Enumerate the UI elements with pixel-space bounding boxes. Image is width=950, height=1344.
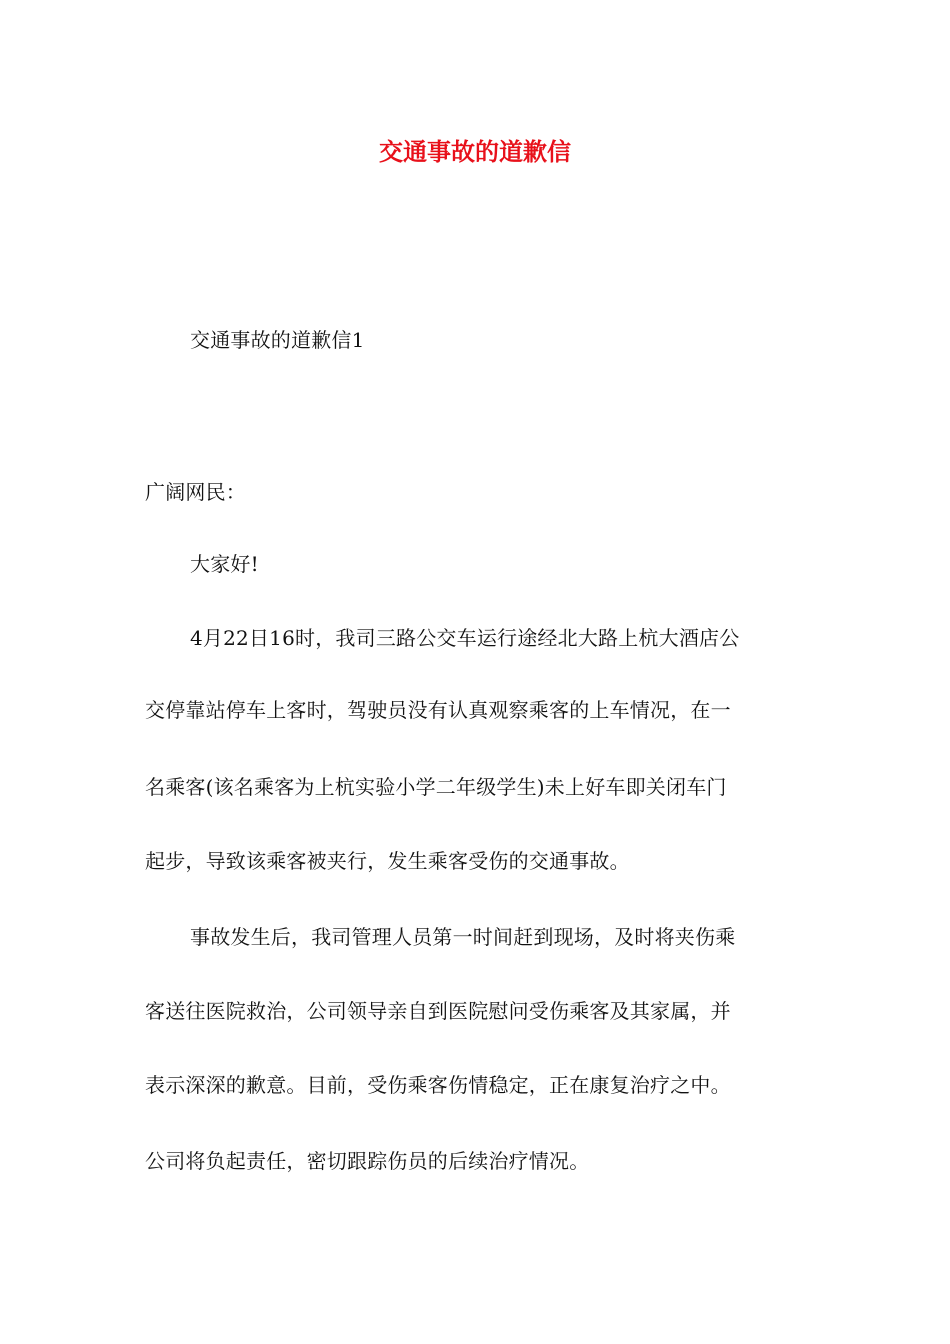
paragraph1-line2: 交停靠站停车上客时，驾驶员没有认真观察乘客的上车情况，在一	[145, 698, 731, 722]
paragraph1-line4: 起步，导致该乘客被夹行，发生乘客受伤的交通事故。	[145, 849, 630, 873]
paragraph2-line2: 客送往医院救治，公司领导亲自到医院慰问受伤乘客及其家属，并	[145, 999, 731, 1023]
salutation: 广阔网民：	[145, 480, 246, 504]
paragraph1-line3: 名乘客(该名乘客为上杭实验小学二年级学生)未上好车即关闭车门	[145, 775, 727, 799]
letter-subtitle: 交通事故的道歉信1	[190, 328, 365, 352]
paragraph1-line1: 4月22日16时，我司三路公交车运行途经北大路上杭大酒店公	[190, 626, 740, 650]
paragraph2-line4: 公司将负起责任，密切跟踪伤员的后续治疗情况。	[145, 1149, 590, 1173]
paragraph2-line1: 事故发生后，我司管理人员第一时间赶到现场，及时将夹伤乘	[190, 925, 736, 949]
document-title: 交通事故的道歉信	[379, 137, 571, 166]
paragraph2-line3: 表示深深的歉意。目前，受伤乘客伤情稳定，正在康复治疗之中。	[145, 1073, 731, 1097]
greeting: 大家好!	[190, 552, 259, 576]
